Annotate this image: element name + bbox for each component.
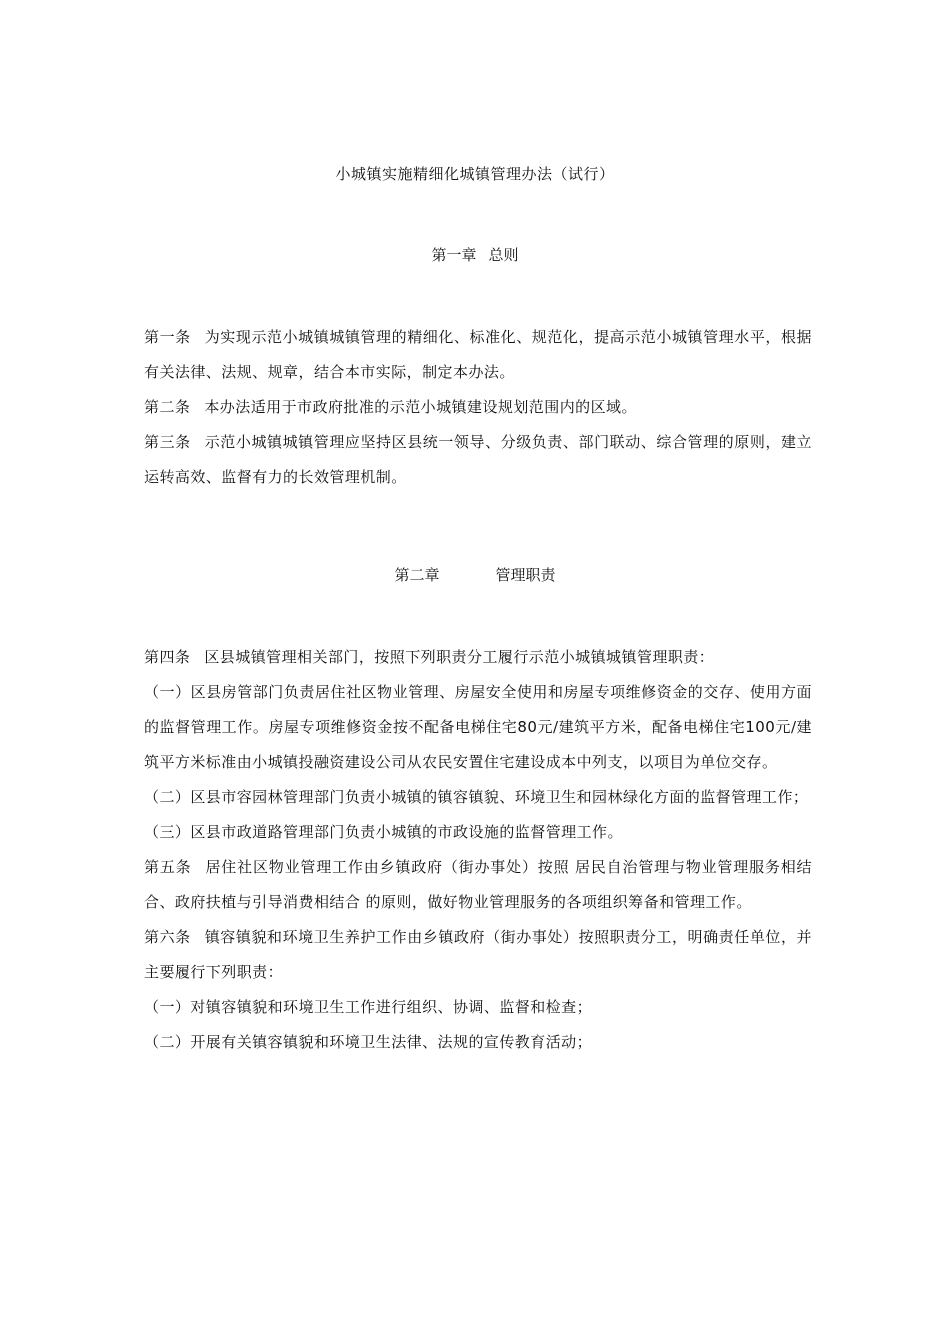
article-5: [144, 850, 812, 920]
article-3-label: 第三条: [144, 433, 191, 451]
chapter-1-heading: [0, 243, 950, 267]
chapter-2-label: 第二章: [394, 566, 440, 584]
article-4-item-1-part-c: 元/建筑平方米标准由小城镇投融资建设公司从农民安置住宅建设成本中列支，以项目为单位交存。: [144, 718, 813, 771]
article-3-text: 示范小城镇城镇管理应坚持区县统一领导、分级负责、部门联动、综合管理的原则，建立运转高效、监督有力的长效管理机制。: [144, 433, 812, 486]
chapter-1-name: 总则: [488, 246, 519, 264]
article-4-item-1: [144, 675, 812, 780]
article-4-item-1-part-b: 元/建筑平方米，配备电梯住宅: [537, 718, 746, 736]
chapter-2-heading: [0, 563, 950, 587]
article-3: [144, 425, 812, 495]
article-2-text: 本办法适用于市政府批准的示范小城镇建设规划范围内的区域。: [204, 398, 637, 416]
article-4-text: 区县城镇管理相关部门，按照下列职责分工履行示范小城镇城镇管理职责：: [204, 648, 715, 666]
article-1: [144, 320, 812, 390]
article-6-text: 镇容镇貌和环境卫生养护工作由乡镇政府（街办事处）按照职责分工，明确责任单位，并主要履行下列职责：: [144, 928, 812, 981]
article-2-label: 第二条: [144, 398, 191, 416]
article-6-label: 第六条: [144, 928, 191, 946]
article-1-text: 为实现示范小城镇城镇管理的精细化、标准化、规范化，提高示范小城镇管理水平，根据有关法律、法规、规章，结合本市实际，制定本办法。: [144, 328, 812, 381]
document-title: 小城镇实施精细化城镇管理办法（试行）: [335, 165, 615, 183]
article-2: [144, 390, 812, 425]
article-6-item-2: （二）开展有关镇容镇貌和环境卫生法律、法规的宣传教育活动；: [144, 1033, 593, 1051]
article-4-label: 第四条: [144, 648, 191, 666]
article-4-item-2: （二）区县市容园林管理部门负责小城镇的镇容镇貌、环境卫生和园林绿化方面的监督管理工作；: [144, 788, 809, 806]
chapter-1-body: [144, 320, 812, 495]
article-4-item-1-number-2: 100: [745, 718, 776, 736]
chapter-1-label: 第一章: [431, 246, 477, 264]
article-6: [144, 920, 812, 990]
chapter-2-name: 管理职责: [495, 566, 556, 584]
article-5-label: 第五条: [144, 858, 192, 876]
article-5-text: 居住社区物业管理工作由乡镇政府（街办事处）按照 居民自治管理与物业管理服务相结合、政府扶植与引导消费相结合 的原则，做好物业管理服务的各项组织筹备和管理工作。: [144, 858, 812, 911]
article-6-item-1: （一）对镇容镇貌和环境卫生工作进行组织、协调、监督和检查；: [144, 998, 593, 1016]
article-1-label: 第一条: [144, 328, 191, 346]
article-4-item-3: （三）区县市政道路管理部门负责小城镇的市政设施的监督管理工作。: [144, 823, 623, 841]
chapter-2-body: [144, 640, 812, 1060]
article-4-item-1-part-a: （一）区县房管部门负责居住社区物业管理、房屋安全使用和房屋专项维修资金的交存、使用方面的监督管理工作。房屋专项维修资金按不配备电梯住宅: [144, 683, 812, 736]
article-4-item-1-number-1: 80: [517, 718, 538, 736]
article-4: [144, 640, 812, 675]
